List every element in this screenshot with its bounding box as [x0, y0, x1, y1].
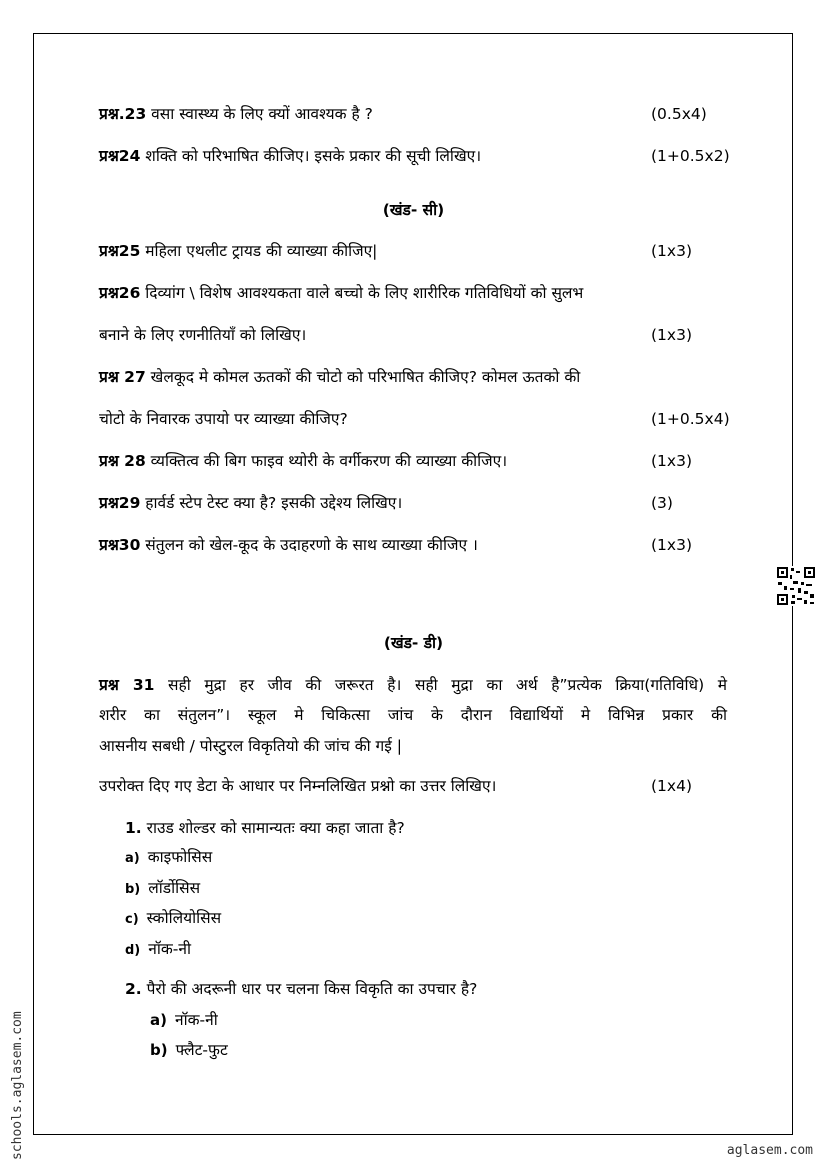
question-text: हार्वर्ड स्टेप टेस्ट क्या है? इसकी उद्देश्य लिखिए।: [140, 494, 403, 512]
question-number: प्रश्न 31: [99, 676, 155, 694]
sub-question-number: 2.: [125, 980, 142, 998]
question-text: वसा स्वास्थ्य के लिए क्यों आवश्यक है ?: [146, 105, 373, 123]
sub-question-text: पैरो की अदरूनी धार पर चलना किस विकृति का उपचार है?: [141, 980, 478, 998]
marks-23: (0.5x4): [651, 105, 707, 123]
marks-30: (1x3): [651, 536, 692, 554]
question-number: प्रश्न30: [99, 536, 141, 554]
question-30: [99, 535, 478, 555]
page-border: [33, 33, 793, 1135]
question-27: [99, 367, 580, 387]
watermark-bottom: aglasem.com: [726, 1143, 813, 1158]
question-23: [99, 104, 373, 124]
option-1b: b) लॉर्डोसिस: [125, 879, 201, 897]
marks-28: (1x3): [651, 452, 692, 470]
marks-29: (3): [651, 494, 673, 512]
question-number: प्रश्न29: [99, 494, 141, 512]
question-text: महिला एथलीट ट्रायड की व्याख्या कीजिए|: [140, 242, 378, 260]
marks-27: (1+0.5x4): [651, 410, 730, 428]
marks-31: (1x4): [651, 777, 692, 795]
question-text: दिव्यांग \ विशेष आवश्यकता वाले बच्चो के लिए शारीरिक गतिविधियों को सुलभ: [140, 284, 584, 302]
question-text: सही मुद्रा हर जीव की जरूरत है। सही मुद्रा का अर्थ है”प्रत्येक क्रिया(गतिविधि) मे: [154, 676, 728, 694]
watermark-left: schools.aglasem.com: [10, 1011, 25, 1160]
qr-code-icon: [776, 566, 816, 606]
sub-question-text: राउड शोल्डर को सामान्यतः क्या कहा जाता है?: [141, 819, 405, 837]
question-number: प्रश्न 28: [99, 452, 146, 470]
section-d-heading: (खंड- डी): [383, 634, 444, 652]
question-text: संतुलन को खेल-कूद के उदाहरणो के साथ व्याख्या कीजिए ।: [140, 536, 478, 554]
question-31-line3: आसनीय सबधी / पोस्टुरल विकृतियो की जांच की गई |: [99, 737, 403, 755]
sub-question-1: [125, 818, 405, 838]
question-number: प्रश्न26: [99, 284, 141, 302]
marks-25: (1x3): [651, 242, 692, 260]
question-31-instruction: उपरोक्त दिए गए डेटा के आधार पर निम्नलिखित प्रश्नो का उत्तर लिखिए।: [99, 777, 497, 795]
question-25: [99, 241, 377, 261]
marks-24: (1+0.5x2): [651, 147, 730, 165]
question-26-line2: बनाने के लिए रणनीतियाँ को लिखिए।: [99, 326, 307, 344]
question-26: [99, 283, 583, 303]
question-number: प्रश्न25: [99, 242, 141, 260]
question-29: [99, 493, 402, 513]
question-31: [99, 675, 727, 695]
option-1a: a) काइफोसिस: [125, 848, 213, 866]
question-27-line2: चोटो के निवारक उपायो पर व्याख्या कीजिए?: [99, 410, 348, 428]
option-1c: c) स्कोलियोसिस: [125, 909, 222, 927]
marks-26: (1x3): [651, 326, 692, 344]
question-31-line2: शरीर का संतुलन”। स्कूल मे चिकित्सा जांच के दौरान विद्यार्थियों मे विभिन्न प्रकार की: [99, 706, 727, 724]
question-text: शक्ति को परिभाषित कीजिए। इसके प्रकार की सूची लिखिए।: [140, 147, 482, 165]
question-text: व्यक्तित्व की बिग फाइव थ्योरी के वर्गीकरण की व्याख्या कीजिए।: [145, 452, 508, 470]
question-24: [99, 146, 481, 166]
option-2b: b) फ्लैट-फुट: [150, 1041, 228, 1059]
question-number: प्रश्न 27: [99, 368, 146, 386]
question-28: [99, 451, 507, 471]
question-text: खेलकूद मे कोमल ऊतकों की चोटो को परिभाषित कीजिए? कोमल ऊतको की: [145, 368, 581, 386]
sub-question-2: [125, 979, 477, 999]
sub-question-number: 1.: [125, 819, 142, 837]
question-number: प्रश्न.23: [99, 105, 147, 123]
section-c-heading: (खंड- सी): [382, 201, 445, 219]
option-2a: a) नॉक-नी: [150, 1011, 218, 1029]
option-1d: d) नॉक-नी: [125, 940, 191, 958]
question-number: प्रश्न24: [99, 147, 141, 165]
